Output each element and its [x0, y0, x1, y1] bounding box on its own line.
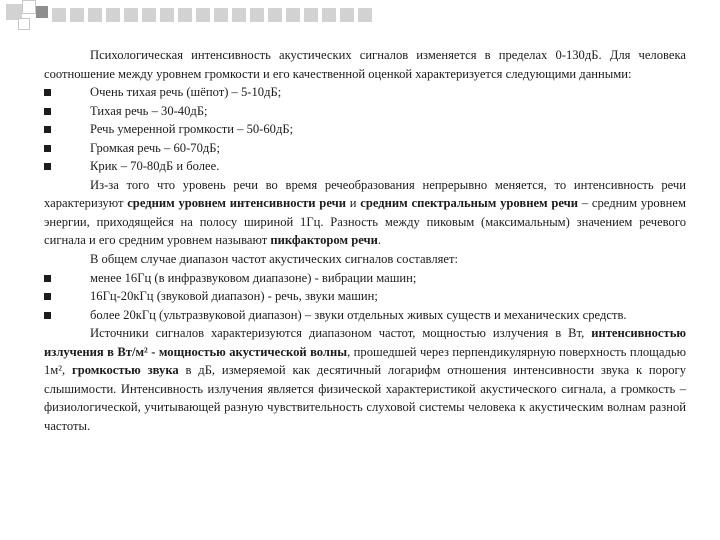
square-bullet-icon: [44, 89, 51, 96]
deco-square: [322, 8, 336, 22]
sources-paragraph: Источники сигналов характеризуются диапазоном частот, мощностью излучения в Вт, интенсивностью излучения в Вт/м² - мощностью акустической волны, прошедшей через перпендикулярную поверхность площадью 1м², громкостью звука в дБ, измеряемой как десятичный логарифм отношения интенсивности звука к порогу слышимости. Интенсивность излучения является физической характеристикой акустического сигнала, а громкость – физиологической, учитывающей разную чувствительность слуховой системы человека к акустическим волнам разной частоты.: [44, 326, 687, 433]
list-item: Очень тихая речь (шёпот) – 5-10дБ;: [44, 83, 686, 102]
square-bullet-icon: [44, 293, 51, 300]
deco-square: [268, 8, 282, 22]
deco-square: [304, 8, 318, 22]
loudness-list: [44, 83, 686, 176]
term-radiation-intensity: интенсивностью излучения в Вт/м² - мощностью акустической волны: [44, 326, 686, 359]
deco-square: [178, 8, 192, 22]
deco-square: [232, 8, 246, 22]
deco-square: [214, 8, 228, 22]
term-average-intensity: средним уровнем интенсивности речи: [127, 196, 346, 211]
square-bullet-icon: [44, 126, 51, 133]
frequency-range-paragraph: В общем случае диапазон частот акустических сигналов составляет:: [90, 252, 458, 267]
list-item: Речь умеренной громкости – 50-60дБ;: [44, 120, 686, 139]
deco-square: [18, 18, 30, 30]
decorative-header-squares: [0, 0, 380, 36]
list-item: Тихая речь – 30-40дБ;: [44, 102, 686, 121]
square-bullet-icon: [44, 145, 51, 152]
deco-square: [196, 8, 210, 22]
deco-square: [70, 8, 84, 22]
list-item: Громкая речь – 60-70дБ;: [44, 139, 686, 158]
deco-square: [160, 8, 174, 22]
deco-square: [52, 8, 66, 22]
speech-level-paragraph: Из-за того что уровень речи во время речеобразования непрерывно меняется, то интенсивность речи характеризуют средним уровнем интенсивности речи и средним спектральным уровнем речи – средним уровнем энергии, приходящейся на полосу шириной 1Гц. Разность между пиковым (максимальным) значением речевого сигнала и его средним уровнем называют пикфактором речи.: [44, 177, 686, 248]
square-bullet-icon: [44, 108, 51, 115]
deco-square: [106, 8, 120, 22]
deco-square: [142, 8, 156, 22]
list-item: более 20кГц (ультразвуковой диапазон) – звуки отдельных живых существ и механических средств.: [44, 306, 686, 325]
square-bullet-icon: [44, 163, 51, 170]
term-peak-factor: пикфактором речи: [270, 233, 378, 248]
deco-square: [124, 8, 138, 22]
frequency-list: [44, 269, 686, 325]
deco-square: [22, 0, 36, 14]
square-bullet-icon: [44, 275, 51, 282]
square-bullet-icon: [44, 312, 51, 319]
list-item: 16Гц-20кГц (звуковой диапазон) - речь, звуки машин;: [44, 287, 686, 306]
term-loudness: громкостью звука: [72, 363, 179, 378]
deco-square: [340, 8, 354, 22]
deco-square: [88, 8, 102, 22]
document-body: [44, 46, 686, 435]
list-item: менее 16Гц (в инфразвуковом диапазоне) - вибрации машин;: [44, 269, 686, 288]
deco-square: [358, 8, 372, 22]
term-average-spectral-level: средним спектральным уровнем речи: [360, 196, 579, 211]
deco-square: [36, 6, 48, 18]
deco-square: [286, 8, 300, 22]
deco-square: [250, 8, 264, 22]
list-item: Крик – 70-80дБ и более.: [44, 157, 686, 176]
intro-paragraph: Психологическая интенсивность акустических сигналов изменяется в пределах 0-130дБ. Для человека соотношение между уровнем громкости и его качественной оценкой характеризуется следующими данными:: [44, 48, 686, 81]
